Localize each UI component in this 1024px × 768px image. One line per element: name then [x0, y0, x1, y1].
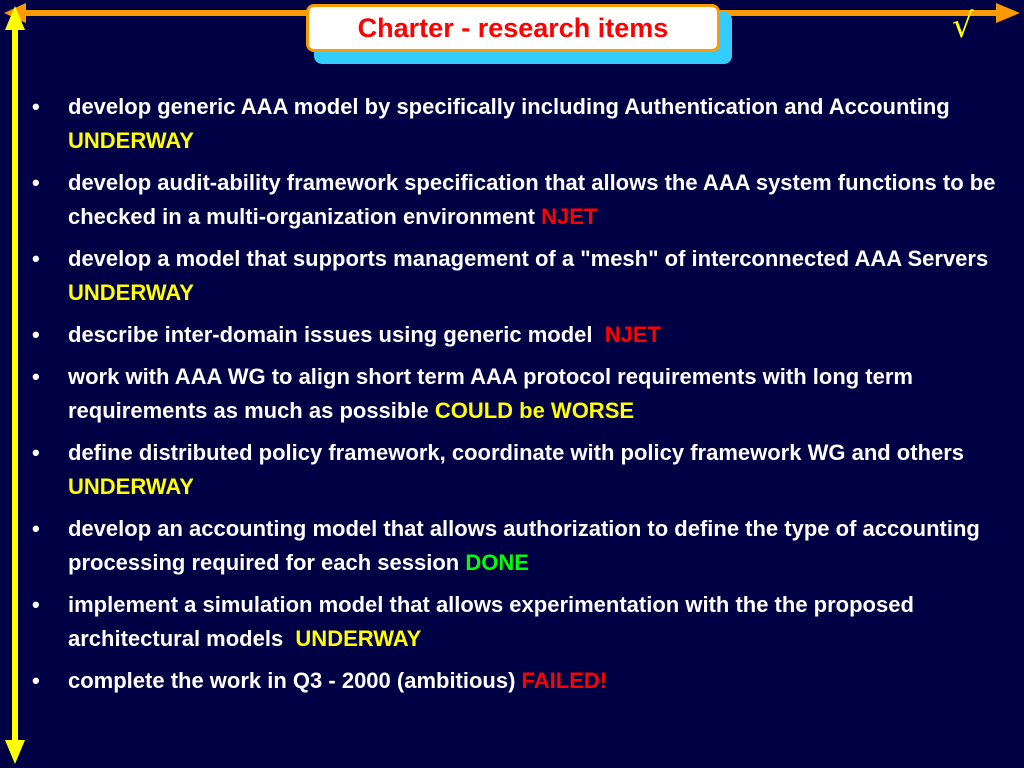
list-item — [30, 166, 1010, 234]
list-item — [30, 318, 1010, 352]
bullet-icon: • — [32, 440, 40, 465]
item-text: develop a model that supports management of a "mesh" of interconnected AAA Servers — [68, 246, 989, 271]
list-item — [30, 512, 1010, 580]
item-text: complete the work in Q3 - 2000 (ambitious) — [68, 668, 522, 693]
status-badge: NJET — [541, 204, 598, 229]
item-text: work with AAA WG to align short term AAA protocol requirements with long term requirements as much as possible — [68, 364, 913, 423]
page-title: Charter - research items — [357, 12, 669, 43]
bullet-icon: • — [32, 322, 40, 347]
title-box — [306, 4, 720, 52]
list-item — [30, 664, 1010, 698]
list-item — [30, 588, 1010, 656]
item-text: define distributed policy framework, coordinate with policy framework WG and others — [68, 440, 977, 465]
bullet-icon: • — [32, 516, 40, 541]
list-item — [30, 242, 1010, 310]
status-badge: UNDERWAY — [68, 280, 194, 305]
item-text: develop generic AAA model by specifically including Authentication and Accounting — [68, 94, 950, 119]
bullet-icon: • — [32, 364, 40, 389]
bullet-icon: • — [32, 170, 40, 195]
status-badge: NJET — [604, 322, 661, 347]
item-text: develop audit-ability framework specification that allows the AAA system functions to be checked in a multi-organization environment — [68, 170, 996, 229]
status-badge: FAILED! — [521, 668, 608, 693]
item-text: implement a simulation model that allows experimentation with the the proposed architectural models — [68, 592, 921, 651]
bullet-icon: • — [32, 246, 40, 271]
list-item — [30, 436, 1010, 504]
check-mark-icon: √ — [952, 6, 974, 46]
bullet-icon: • — [32, 668, 40, 693]
bullet-icon: • — [32, 592, 40, 617]
left-double-arrow-icon — [0, 0, 30, 768]
list-item — [30, 360, 1010, 428]
status-badge: UNDERWAY — [68, 128, 194, 153]
status-badge: COULD be WORSE — [434, 398, 635, 423]
bullet-icon: • — [32, 94, 40, 119]
status-badge: UNDERWAY — [68, 474, 194, 499]
list-item — [30, 90, 1010, 158]
status-badge: DONE — [465, 550, 529, 575]
research-items-list — [30, 90, 1010, 706]
status-badge: UNDERWAY — [295, 626, 422, 651]
item-text: describe inter-domain issues using generic model — [68, 322, 605, 347]
item-text: develop an accounting model that allows authorization to define the type of accounting processing required for each session — [68, 516, 980, 575]
